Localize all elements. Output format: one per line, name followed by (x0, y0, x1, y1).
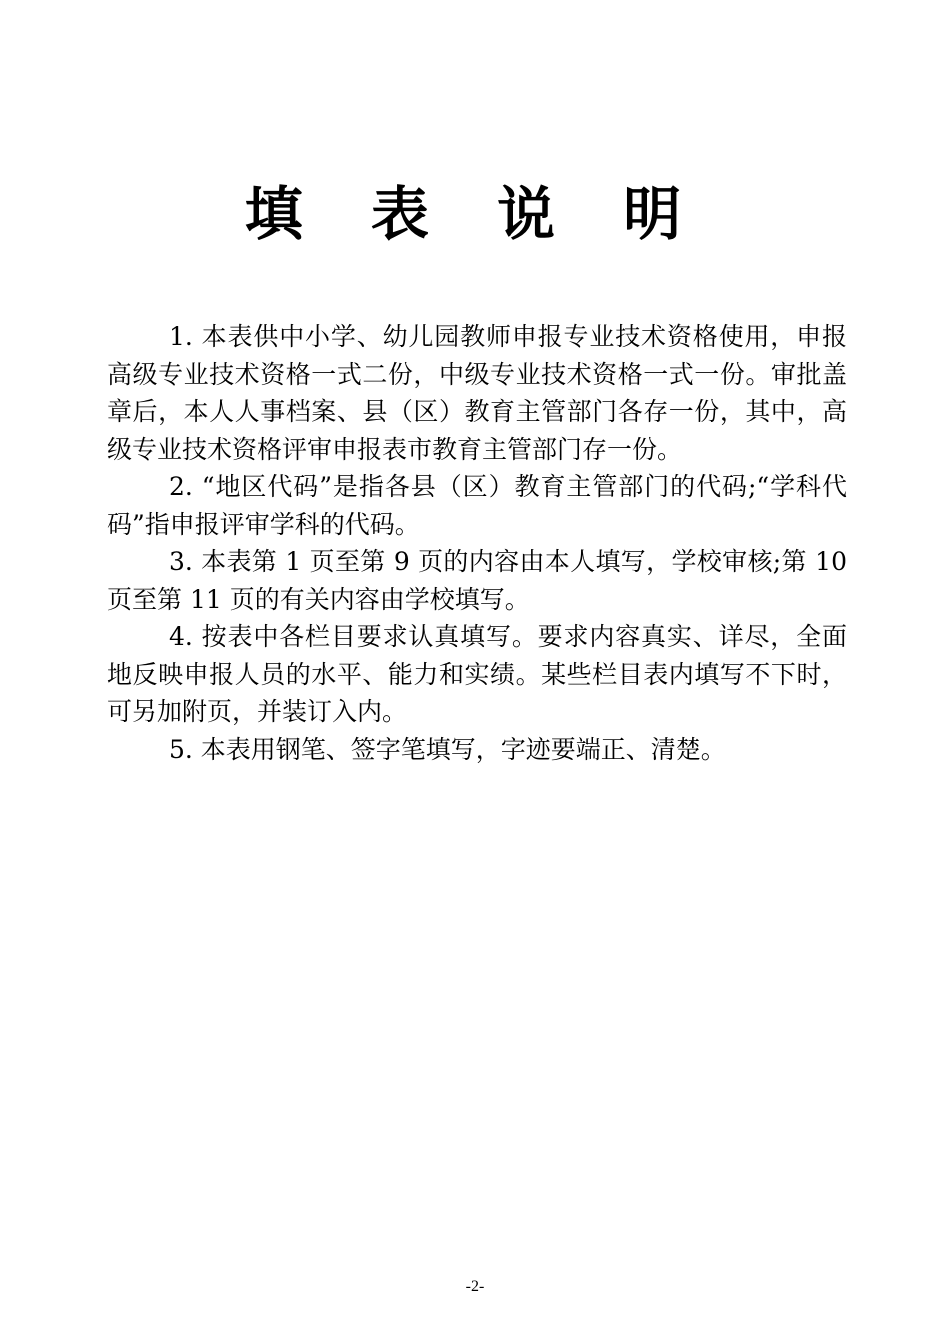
instruction-paragraph-4: 4. 按表中各栏目要求认真填写。要求内容真实、详尽，全面地反映申报人员的水平、能力和实绩。某些栏目表内填写不下时，可另加附页，并装订入内。 (107, 622, 847, 726)
instruction-paragraph-5: 5. 本表用钢笔、签字笔填写，字迹要端正、清楚。 (169, 734, 726, 764)
page-number: -2- (465, 1278, 485, 1295)
instruction-paragraph-1: 1. 本表供中小学、幼儿园教师申报专业技术资格使用，申报高级专业技术资格一式二份，中级专业技术资格一式一份。审批盖章后，本人人事档案、县（区）教育主管部门各存一份，其中，高级专业技术资格评审申报表市教育主管部门存一份。 (107, 322, 847, 464)
instruction-paragraph-3: 3. 本表第 1 页至第 9 页的内容由本人填写，学校审核;第 10 页至第 11 页的有关内容由学校填写。 (107, 547, 847, 614)
instruction-paragraph-2: 2. “地区代码”是指各县（区）教育主管部门的代码;“学科代码”指申报评审学科的代码。 (107, 472, 847, 539)
page-title: 填 表 说 明 (244, 180, 706, 248)
instructions-body (107, 318, 847, 768)
